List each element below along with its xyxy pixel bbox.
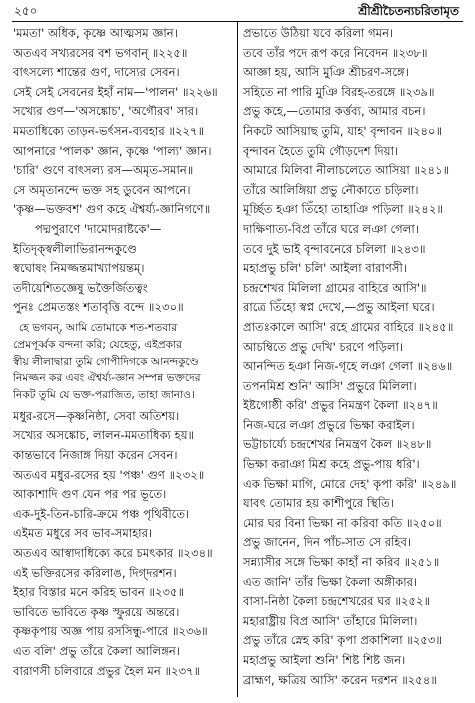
translation-line: স্বীয় লীলাদ্বারা তুমি গোপীদিগকে আনন্দকুণ্ডে — [13, 355, 199, 368]
verse-line: আজ্ঞা হয়, আসি মুঞি শ্রীচরণ-সঙ্গে। — [243, 65, 409, 80]
verse-line: ইষ্টগোষ্ঠী করি' প্রভুর নিমন্ত্রণ কৈলা ॥২৪৭॥ — [243, 398, 438, 413]
verse-line: চন্দ্রশেখর মিলিলা গ্রামের বাহিরে আসি'॥ — [243, 280, 427, 295]
verse-line: মহারাষ্ট্রীয় বিপ্র আসি' তাঁহারে মিলিলা। — [243, 613, 418, 628]
sloka-line: স্বঘোষং নিমজ্জন্তমাখ্যাপয়ন্তম্। — [13, 261, 145, 276]
verse-line: তবে দুই ভাই বৃন্দাবনেরে চলিলা ॥২৪৩॥ — [243, 241, 426, 256]
verse-line: প্রভাতে উঠিয়া যবে করিলা গমন। — [243, 26, 394, 40]
verse-line: আপনারে 'পালক' জ্ঞান, কৃষ্ণে 'পাল্য' জ্ঞান। — [13, 143, 212, 158]
verse-line: তবে তাঁর পদে রূপ করে নিবেদন ॥২৩৮॥ — [243, 45, 428, 60]
verse-line: মূর্চ্ছিত হঞা তিঁহো তাহাঞি পড়িলা ॥২৪২॥ — [243, 202, 443, 217]
verse-line: মধুর-রসে—কৃষ্ণনিষ্ঠা, সেবা অতিশয়। — [13, 408, 180, 423]
verse-line: আনন্দিত হঞা নিজ-গৃহে লঞা গেলা ॥২৪৬॥ — [243, 359, 453, 374]
verse-line: এইমত মধুরে সব ভাব-সমাহার। — [13, 526, 153, 541]
page-header — [0, 0, 475, 22]
translation-line: হে ভগবন্, আমি তোমাকে শত-শতবার — [19, 321, 178, 334]
verse-line: সখ্যের গুণ—'অসঙ্কোচ', 'অগৌরব' সার। — [13, 104, 199, 119]
verse-line: সহিতে না পারি মুঞি বিরহ-তরঙ্গে ॥২৩৯॥ — [243, 84, 435, 99]
verse-line: প্রভু জানেন, দিন পাঁচ-সাত সে রহিব। — [243, 535, 412, 550]
verse-line: নিজ-ঘরে লঞা প্রভুরে ভিক্ষা করাইল। — [243, 417, 415, 432]
verse-line: প্রভু কহে,—তোমার কর্ত্তব্য, আমার বচন। — [243, 104, 426, 119]
verse-line: এত বলি' প্রভু তাঁরে কৈলা আলিঙ্গন। — [13, 644, 180, 659]
verse-line: অতএব মধুর-রসের হয় 'পঞ্চ' গুণ ॥২৩২॥ — [13, 467, 205, 482]
verse-line: 'কৃষ্ণ—ভক্তবশ' গুণ কহে ঐশ্বর্য্য-জ্ঞানিগণে॥ — [13, 202, 211, 217]
running-title: শ্রীশ্রীচৈতন্যচরিতামৃত — [358, 4, 459, 18]
sloka-line: পুনঃ প্রেমতস্তং শতাবৃত্তি বন্দে ॥২৩০॥ — [13, 300, 184, 315]
verse-line: নিকটে আসিয়াছ তুমি, যাহ' বৃন্দাবন ॥২৪০॥ — [243, 123, 443, 138]
translation-line: নিকট তুমি যে ভক্ত-পরাজিত, তাহা জানাও। — [13, 389, 195, 402]
verse-line: ভট্টাচার্য্যে চন্দ্রশেখর নিমন্ত্রণ কৈল ॥২৪৮॥ — [243, 437, 432, 452]
verse-line: মমতাধিক্যে তাড়ন-ভর্ৎসন-ব্যবহার ॥২২৭॥ — [13, 123, 205, 138]
sloka — [13, 240, 235, 318]
sloka-intro: পদ্মপুরাণে 'দামোদরাষ্টকে'— — [35, 221, 162, 236]
verse-line: মহাপ্রভু আইলা শুনি' শিষ্ট শিষ্ট জন। — [243, 653, 406, 667]
verse-line: কান্তভাবে নিজাঙ্গ দিয়া করেন সেবন। — [13, 448, 178, 463]
verse-line: দাক্ষিণাত্য-বিপ্র তাঁরে ঘরে লঞা গেলা। — [243, 221, 419, 236]
verse-line: বৃন্দাবন হৈতে তুমি গৌড়দেশ দিয়া। — [243, 143, 399, 158]
verses-top — [13, 24, 235, 220]
verse-line: রাত্রে তিঁহো স্বপ্ন দেখে,—প্রভু আইলা ঘরে। — [243, 300, 435, 315]
verse-line: সন্ন্যাসীর সঙ্গে ভিক্ষা কাহাঁ না করিব ॥২৫১॥ — [243, 555, 440, 570]
verse-line: 'মমতা' অধিক, কৃষ্ণে আত্মসম জ্ঞান। — [13, 26, 178, 40]
verse-line: সে অমৃতানন্দে ভক্ত সহ ডুবেন আপনে। — [13, 182, 191, 197]
verse-line: 'চারি' গুণে বাৎসল্য রস—অমৃত-সমান॥ — [13, 163, 194, 178]
verse-line: আচম্বিতে প্রভু দেখি' চরণে পড়িলা। — [243, 339, 404, 354]
verse-line: বারাণসী চলিবারে প্রভুর হৈল মন ॥২৩৭॥ — [13, 663, 201, 678]
verse-line: তাঁরে আলিঙ্গিয়া প্রভু নৌকাতে চড়িলা। — [243, 182, 419, 197]
verse-line: এই ভক্তিরসের করিলাঙ, দিগ্‌দরশন। — [13, 565, 177, 580]
left-column — [13, 24, 235, 681]
verse-line: প্রভু তাঁরে স্নেহ করি' কৃপা প্রকাশিলা ॥২৫৩॥ — [243, 633, 442, 648]
verse-line: সখ্যের অসঙ্কোচ, লালন-মমতাধিক্য হয়॥ — [13, 428, 195, 443]
page-number: ২৫০ — [14, 4, 38, 18]
verse-line: অতএব আস্বাদাধিক্যে করে চমৎকার ॥২৩৪॥ — [13, 546, 213, 561]
verse-line: অতএব সখ্যরসের বশ ভগবান্ ॥২২৫॥ — [13, 45, 188, 60]
verse-line: ব্রাহ্মণ, ক্ষত্রিয় আসি' করেন দরশন ॥২৫৪॥ — [243, 672, 437, 687]
verse-line: বাসা-নিষ্ঠা কৈলা চন্দ্রশেখরের ঘর ॥২৫২॥ — [243, 594, 431, 609]
verse-line: এত জানি' তাঁর ভিক্ষা কৈলা অঙ্গীকার। — [243, 574, 418, 589]
verse-line: সেই সেই সেবনের ইহাঁ নাম—'পালন' ॥২২৬॥ — [13, 84, 218, 99]
verse-line: প্রাতঃকালে আসি' রহে গ্রামের বাহিরে ॥২৪৫॥ — [243, 319, 454, 334]
sloka-line: ইতিদৃক্স্বলীলাভিরানন্দকুণ্ডে — [13, 241, 137, 256]
verse-line: ভাবিতে ভাবিতে কৃষ্ণ স্ফুরয়ে অন্তরে। — [13, 604, 180, 619]
verse-line: বাৎসল্যে শান্তের গুণ, দাস্যের সেবন। — [13, 65, 180, 80]
verse-line: মোর ঘর বিনা ভিক্ষা না করিবা কতি ॥২৫০॥ — [243, 515, 442, 530]
sloka-line: তদীয়েশিতজ্ঞেষু ভক্তৈর্জিতত্বং — [13, 280, 148, 295]
verse-line: মহাপ্রভু চলি' চলি' আইলা বারাণসী। — [243, 261, 407, 276]
verse-line: তপনমিশ্র শুনি' আসি' প্রভুরে মিলিলা। — [243, 378, 417, 393]
verse-line: যাবৎ তোমার হয় কাশীপুরে স্থিতি। — [243, 496, 395, 511]
verse-line: কৃষ্ণকৃপায় অজ্ঞ পায় রসসিন্ধু-পারে ॥২৩৬॥ — [13, 624, 208, 639]
translation-paragraph — [13, 320, 235, 404]
verses-bottom — [13, 407, 235, 681]
translation-line: নিমজ্জন কর এবং ঐশ্বর্য্য-জ্ঞান সম্পন্ন ভক্তদের — [13, 372, 201, 385]
translation-line: প্রেমপূর্ব্বক বন্দনা করি; যেহেতু, এইপ্রকার — [13, 338, 182, 351]
verse-line: এক ভিক্ষা মাগি, মোরে দেহ' কৃপা করি' ॥২৪৯॥ — [243, 476, 457, 491]
verse-line: আমারে মিলিবা নীলাচলেতে আসিয়া ॥২৪১॥ — [243, 163, 450, 178]
right-column — [243, 24, 465, 690]
verse-line: ভিক্ষা করাঞা মিশ্র কহে প্রভু-পায় ধরি'। — [243, 457, 420, 472]
verse-line: আকাশাদি গুণ যেন পর পর ভূতে। — [13, 487, 167, 502]
column-divider — [237, 22, 238, 697]
verse-line: ইহার বিস্তার মনে করিহ ভাবন ॥২৩৫॥ — [13, 585, 185, 600]
verse-line: এক-দুই-তিন-চারি-ক্রমে পঞ্চ পৃথিবীতে। — [13, 506, 190, 521]
